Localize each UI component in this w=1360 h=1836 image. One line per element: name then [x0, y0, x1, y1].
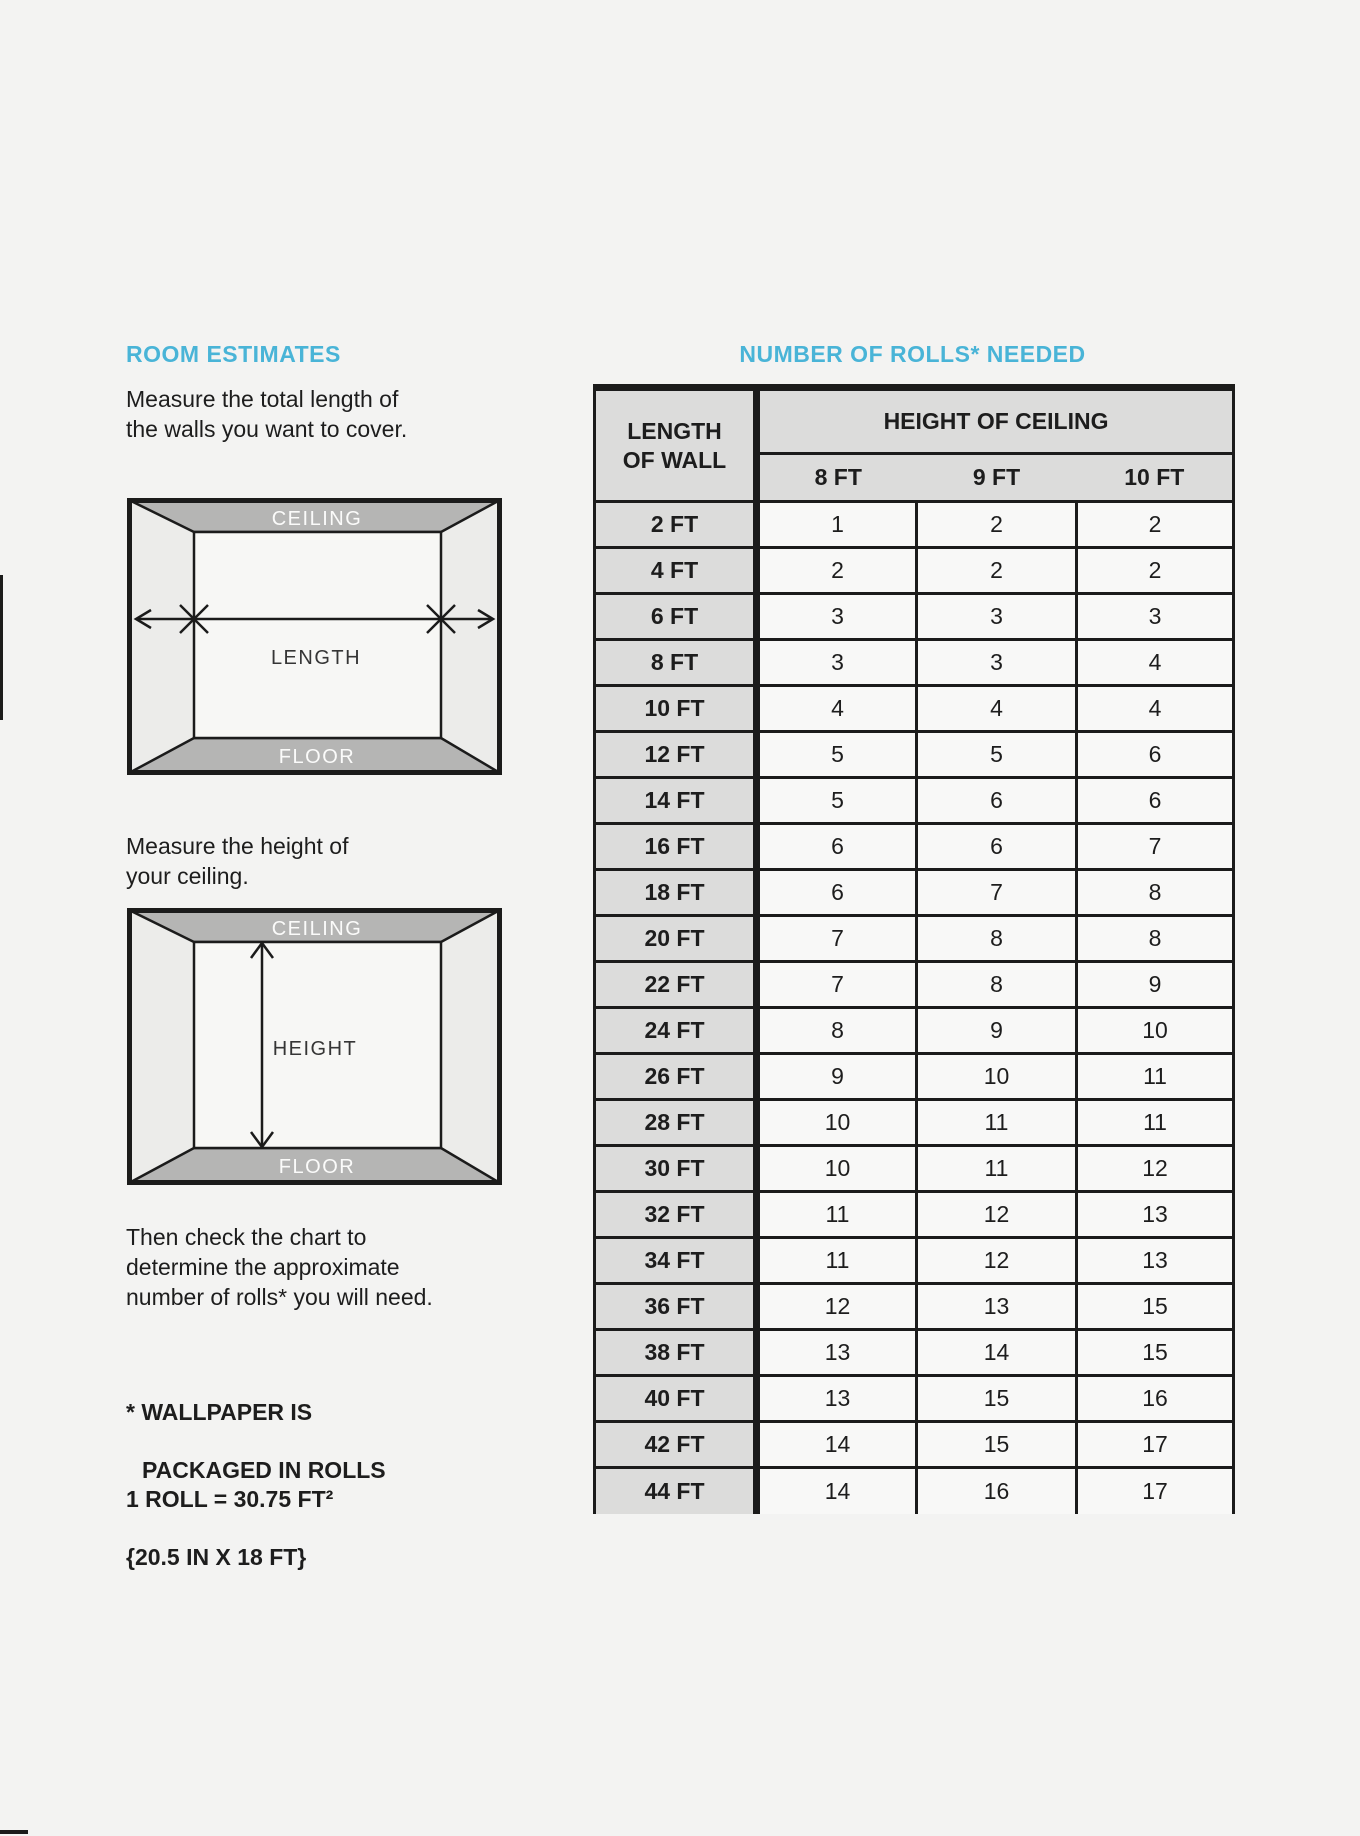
table-row	[595, 962, 1234, 1008]
row-label: 24 FT	[595, 1008, 757, 1054]
cell-9ft: 2	[917, 502, 1077, 548]
col-header-10ft: 10 FT	[1077, 454, 1234, 502]
cell-8ft: 13	[757, 1330, 917, 1376]
cell-10ft: 6	[1077, 778, 1234, 824]
cell-9ft: 3	[917, 594, 1077, 640]
cell-8ft: 1	[757, 502, 917, 548]
cell-9ft: 11	[917, 1146, 1077, 1192]
cell-10ft: 8	[1077, 916, 1234, 962]
cell-10ft: 11	[1077, 1054, 1234, 1100]
cell-8ft: 2	[757, 548, 917, 594]
cell-9ft: 9	[917, 1008, 1077, 1054]
room-back-wall	[194, 532, 441, 738]
footnote-line1: * WALLPAPER IS	[126, 1399, 313, 1425]
ceiling-label: CEILING	[271, 918, 363, 940]
table-row	[595, 1422, 1234, 1468]
row-label: 22 FT	[595, 962, 757, 1008]
room-height-diagram	[127, 908, 502, 1185]
row-label: 4 FT	[595, 548, 757, 594]
cell-9ft: 2	[917, 548, 1077, 594]
table-row	[595, 1100, 1234, 1146]
roll-size-info	[126, 1456, 333, 1572]
height-label: HEIGHT	[272, 1038, 358, 1060]
row-label: 10 FT	[595, 686, 757, 732]
table-row	[595, 1468, 1234, 1514]
cell-10ft: 2	[1077, 548, 1234, 594]
table-row	[595, 1376, 1234, 1422]
footnote-line2: PACKAGED IN ROLLS	[142, 1457, 386, 1483]
cell-8ft: 7	[757, 916, 917, 962]
cell-8ft: 8	[757, 1008, 917, 1054]
table-row	[595, 686, 1234, 732]
length-label: LENGTH	[270, 647, 362, 669]
room-length-diagram	[127, 498, 502, 775]
cell-8ft: 12	[757, 1284, 917, 1330]
cell-9ft: 7	[917, 870, 1077, 916]
table-row	[595, 1238, 1234, 1284]
cell-10ft: 13	[1077, 1192, 1234, 1238]
cell-9ft: 10	[917, 1054, 1077, 1100]
row-label: 38 FT	[595, 1330, 757, 1376]
cell-9ft: 12	[917, 1238, 1077, 1284]
row-label: 42 FT	[595, 1422, 757, 1468]
table-row	[595, 548, 1234, 594]
cell-10ft: 17	[1077, 1422, 1234, 1468]
cell-10ft: 11	[1077, 1100, 1234, 1146]
col-header-8ft: 8 FT	[757, 454, 917, 502]
table-row	[595, 824, 1234, 870]
cell-8ft: 4	[757, 686, 917, 732]
row-label: 2 FT	[595, 502, 757, 548]
cell-8ft: 14	[757, 1422, 917, 1468]
step2-text: Measure the height of your ceiling.	[126, 833, 349, 889]
table-row	[595, 778, 1234, 824]
row-label: 30 FT	[595, 1146, 757, 1192]
floor-label: FLOOR	[278, 1156, 356, 1178]
page-edge-artifact-bottom	[0, 1830, 28, 1834]
row-label: 16 FT	[595, 824, 757, 870]
cell-8ft: 11	[757, 1192, 917, 1238]
cell-10ft: 17	[1077, 1468, 1234, 1514]
table-row	[595, 870, 1234, 916]
cell-8ft: 10	[757, 1146, 917, 1192]
cell-9ft: 5	[917, 732, 1077, 778]
row-label: 14 FT	[595, 778, 757, 824]
cell-9ft: 15	[917, 1376, 1077, 1422]
cell-9ft: 8	[917, 916, 1077, 962]
cell-10ft: 8	[1077, 870, 1234, 916]
cell-9ft: 6	[917, 824, 1077, 870]
cell-10ft: 4	[1077, 640, 1234, 686]
height-of-ceiling-header: HEIGHT OF CEILING	[757, 388, 1234, 454]
cell-9ft: 14	[917, 1330, 1077, 1376]
col-header-9ft: 9 FT	[917, 454, 1077, 502]
cell-8ft: 14	[757, 1468, 917, 1514]
cell-8ft: 7	[757, 962, 917, 1008]
rolls-needed-table	[593, 384, 1235, 1514]
cell-8ft: 11	[757, 1238, 917, 1284]
cell-9ft: 15	[917, 1422, 1077, 1468]
cell-10ft: 10	[1077, 1008, 1234, 1054]
floor-label: FLOOR	[278, 746, 356, 768]
cell-9ft: 11	[917, 1100, 1077, 1146]
cell-8ft: 13	[757, 1376, 917, 1422]
table-row	[595, 1284, 1234, 1330]
cell-8ft: 5	[757, 732, 917, 778]
row-label: 28 FT	[595, 1100, 757, 1146]
cell-9ft: 12	[917, 1192, 1077, 1238]
row-label: 12 FT	[595, 732, 757, 778]
step1-text: Measure the total length of the walls you want to cover.	[126, 386, 408, 442]
table-row	[595, 640, 1234, 686]
cell-10ft: 4	[1077, 686, 1234, 732]
cell-8ft: 10	[757, 1100, 917, 1146]
row-label: 36 FT	[595, 1284, 757, 1330]
row-label: 26 FT	[595, 1054, 757, 1100]
cell-10ft: 16	[1077, 1376, 1234, 1422]
cell-10ft: 12	[1077, 1146, 1234, 1192]
cell-8ft: 5	[757, 778, 917, 824]
rolls-table-body	[595, 502, 1234, 1514]
cell-9ft: 13	[917, 1284, 1077, 1330]
roll-dimensions: {20.5 IN X 18 FT}	[126, 1544, 307, 1570]
table-row	[595, 1146, 1234, 1192]
table-row	[595, 916, 1234, 962]
cell-8ft: 6	[757, 870, 917, 916]
room-estimates-heading: ROOM ESTIMATES	[126, 341, 341, 367]
cell-9ft: 6	[917, 778, 1077, 824]
table-row	[595, 502, 1234, 548]
table-row	[595, 1192, 1234, 1238]
row-label: 34 FT	[595, 1238, 757, 1284]
rolls-needed-heading: NUMBER OF ROLLS* NEEDED	[739, 341, 1086, 367]
table-row	[595, 1008, 1234, 1054]
cell-9ft: 8	[917, 962, 1077, 1008]
cell-8ft: 9	[757, 1054, 917, 1100]
cell-10ft: 9	[1077, 962, 1234, 1008]
cell-8ft: 3	[757, 594, 917, 640]
cell-9ft: 3	[917, 640, 1077, 686]
row-label: 18 FT	[595, 870, 757, 916]
cell-8ft: 3	[757, 640, 917, 686]
cell-10ft: 13	[1077, 1238, 1234, 1284]
table-row	[595, 594, 1234, 640]
cell-10ft: 6	[1077, 732, 1234, 778]
ceiling-label: CEILING	[271, 508, 363, 530]
cell-9ft: 4	[917, 686, 1077, 732]
page-edge-artifact-left	[0, 575, 3, 720]
row-label: 40 FT	[595, 1376, 757, 1422]
table-row	[595, 1054, 1234, 1100]
row-label: 8 FT	[595, 640, 757, 686]
cell-8ft: 6	[757, 824, 917, 870]
table-row	[595, 1330, 1234, 1376]
row-label: 20 FT	[595, 916, 757, 962]
roll-equation: 1 ROLL = 30.75 FT²	[126, 1486, 334, 1512]
length-of-wall-header: LENGTH OF WALL	[595, 388, 757, 502]
cell-10ft: 15	[1077, 1284, 1234, 1330]
cell-10ft: 15	[1077, 1330, 1234, 1376]
row-label: 6 FT	[595, 594, 757, 640]
cell-10ft: 2	[1077, 502, 1234, 548]
step3-text: Then check the chart to determine the approximate number of rolls* you will need.	[126, 1224, 433, 1310]
cell-10ft: 7	[1077, 824, 1234, 870]
cell-10ft: 3	[1077, 594, 1234, 640]
row-label: 32 FT	[595, 1192, 757, 1238]
cell-9ft: 16	[917, 1468, 1077, 1514]
table-row	[595, 732, 1234, 778]
row-label: 44 FT	[595, 1468, 757, 1514]
